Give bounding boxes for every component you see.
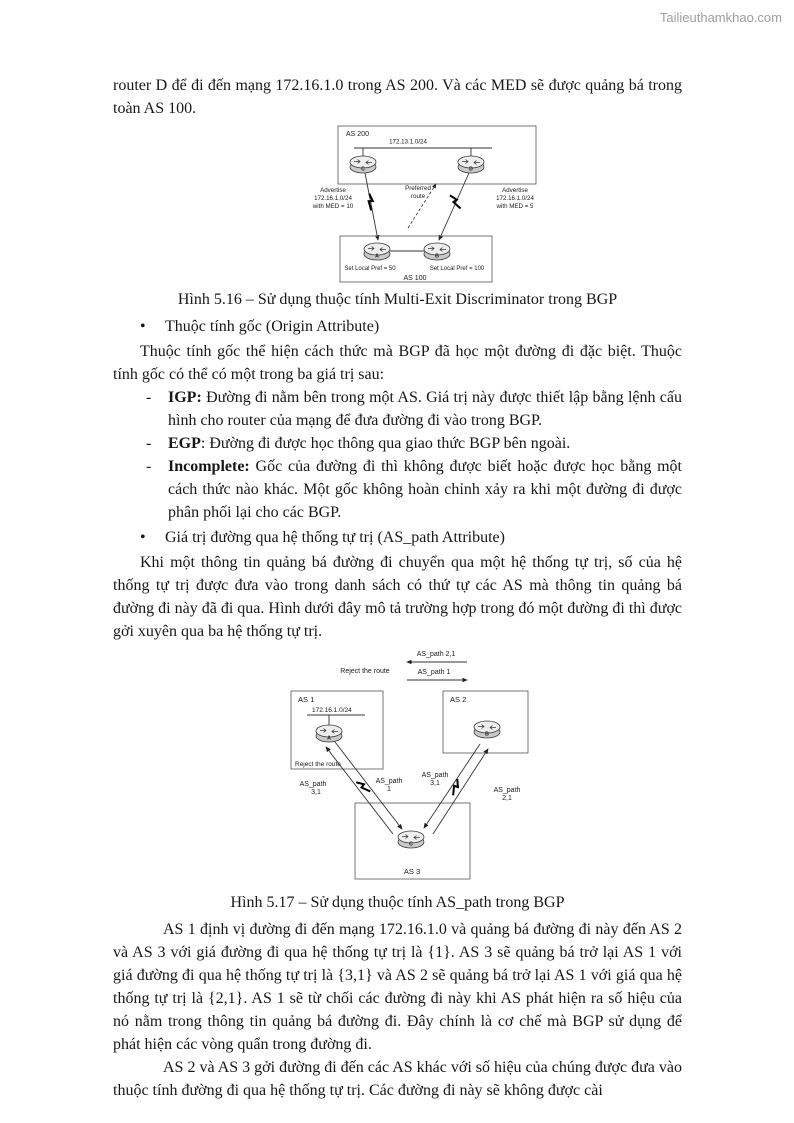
preferred-route-label-line1: Preferred <box>405 185 431 192</box>
top-arrow2-label: AS_path 1 <box>417 669 451 676</box>
list-item-incomplete-lead: Incomplete: <box>168 458 250 475</box>
figure-5-17-caption: Hình 5.17 – Sử dụng thuộc tính AS_path trong BGP <box>230 894 565 911</box>
paragraph-as2-as3: AS 2 và AS 3 gởi đường đi đến các AS khác với số hiệu của chúng được đưa vào thuộc tính đường đi qua hệ thống tự trị. Các đường đi này sẽ không được cài <box>113 1059 682 1099</box>
advertise-right-line1: Advertise <box>502 187 528 194</box>
figure-5-17-diagram <box>283 645 533 887</box>
figure-5-16-caption: Hình 5.16 – Sử dụng thuộc tính Multi-Exit Discriminator trong BGP <box>177 291 618 308</box>
bullet-marker: • <box>140 318 146 335</box>
list-item-incomplete-text: Gốc của đường đi thì không được biết hoặc được học bằng một cách thức nào khác. Một gốc không hoàn chỉnh xảy ra khi một đường đi được phân phối lại cho các BGP. <box>168 458 682 521</box>
link-c-to-b <box>433 749 488 834</box>
bullet-aspath-attribute <box>113 526 682 549</box>
figure-5-16-diagram <box>308 124 543 284</box>
list-item-egp-text: : Đường đi được học thông qua giao thức BGP bên ngoài. <box>200 435 571 452</box>
list-item-igp <box>113 386 682 432</box>
as3-label: AS 3 <box>403 867 421 876</box>
bullet-aspath-label: Giá trị đường qua hệ thống tự trị (AS_path Attribute) <box>165 529 505 546</box>
router-b-letter: B <box>485 731 489 738</box>
advertise-right-line3: with MED = 5 <box>496 203 534 210</box>
advertise-left-line3: with MED = 10 <box>312 203 354 210</box>
link-a-to-c <box>335 742 402 829</box>
list-item-egp-lead: EGP <box>168 435 201 452</box>
dash-marker: - <box>146 458 152 475</box>
aspath-right-label-line1: AS_path <box>493 787 521 794</box>
paragraph-intro: router D để đi đến mạng 172.16.1.0 trong AS 200. Và các MED sẽ được quảng bá trong toàn AS 100. <box>113 77 682 117</box>
bullet-marker: • <box>140 529 146 546</box>
dash-marker: - <box>146 389 152 406</box>
router-c-letter: C <box>409 841 413 848</box>
router-b-letter: B <box>435 253 439 260</box>
reject-route-inside-label: Reject the route <box>295 761 341 768</box>
as200-label: AS 200 <box>346 131 369 138</box>
list-item-igp-lead: IGP: <box>168 389 202 406</box>
watermark-text: Tailieuthamkhao.com <box>659 10 782 25</box>
lightning-bolt-icon-left <box>366 194 375 211</box>
as1-label: AS 1 <box>298 695 315 704</box>
local-pref-a-label: Set Local Pref = 50 <box>344 266 396 272</box>
figure-5-17 <box>283 645 533 887</box>
advertise-left-line2: 172.16.1.0/24 <box>314 195 352 202</box>
list-item-egp <box>113 432 682 455</box>
list-item-igp-text: Đường đi nằm bên trong một AS. Giá trị này được thiết lập bằng lệnh cấu hình cho router của mạng để đưa đường đi vào trong BGP. <box>168 389 682 429</box>
aspath-mid-label-line2: 1 <box>387 786 391 793</box>
aspath-mid-label-line1: AS_path <box>375 778 403 785</box>
bullet-origin-attribute <box>113 315 682 338</box>
link-d-to-b <box>439 173 469 240</box>
figure-5-16 <box>308 124 543 284</box>
aspath-left-label-line1: AS_path <box>299 781 327 788</box>
bullet-origin-label: Thuộc tính gốc (Origin Attribute) <box>165 318 380 335</box>
advertise-left-line1: Advertise <box>320 187 346 194</box>
router-c-letter: C <box>361 166 365 173</box>
advertise-right-line2: 172.16.1.0/24 <box>496 195 534 202</box>
local-pref-b-label: Set Local Pref = 100 <box>429 266 485 272</box>
top-arrow1-label: AS_path 2,1 <box>416 651 456 658</box>
as100-label: AS 100 <box>403 275 427 282</box>
aspath-mid-right-label-line2: 3,1 <box>430 780 440 787</box>
link-c-to-a <box>365 173 378 240</box>
aspath-right-label-line2: 2,1 <box>502 795 512 802</box>
network-label: 172.16.1.0/24 <box>312 707 352 714</box>
page-content <box>113 74 682 1102</box>
router-a-letter: A <box>375 253 379 260</box>
aspath-left-label-line2: 3,1 <box>311 789 321 796</box>
paragraph-origin: Thuộc tính gốc thể hiện cách thức mà BGP đã học một đường đi đặc biệt. Thuộc tính gốc có thể có một trong ba giá trị sau: <box>113 343 682 383</box>
as2-label: AS 2 <box>450 695 467 704</box>
list-item-incomplete <box>113 455 682 524</box>
preferred-route-label-line2: route <box>410 193 426 200</box>
router-a-letter: A <box>327 735 331 742</box>
reject-route-top-label: Reject the route <box>340 668 390 675</box>
lightning-bolt-icon-left <box>356 779 370 795</box>
paragraph-aspath: Khi một thông tin quảng bá đường đi chuyển qua một hệ thống tự trị, số của hệ thống tự trị được đưa vào trong danh sách có thứ tự các AS mà thông tin quảng bá đường đi này đã đi qua. Hình dưới đây mô tả trường hợp trong đó một đường đi thì được gởi xuyên qua ba hệ thống tự trị. <box>113 554 682 640</box>
dash-marker: - <box>146 435 152 452</box>
network-label: 172.13.1.0/24 <box>389 138 427 146</box>
paragraph-as1: AS 1 định vị đường đi đến mạng 172.16.1.0 và quảng bá đường đi này đến AS 2 và AS 3 với giá đường đi qua hệ thống tự trị là {1}. AS 3 sẽ quảng bá trở lại AS 1 với giá đường đi qua hệ thống tự trị là {3,1} và AS 2 sẽ quảng bá trở lại AS 1 với giá qua hệ thống tự trị là {2,1}. AS 1 sẽ từ chối các đường đi này khi AS phát hiện ra số hiệu của nó nằm trong thông tin quảng bá đường đi. Đây chính là cơ chế mà BGP sử dụng để phát hiện các vòng quẩn trong đường đi. <box>113 921 682 1053</box>
aspath-mid-right-label-line1: AS_path <box>421 772 449 779</box>
router-d-letter: D <box>469 166 473 173</box>
